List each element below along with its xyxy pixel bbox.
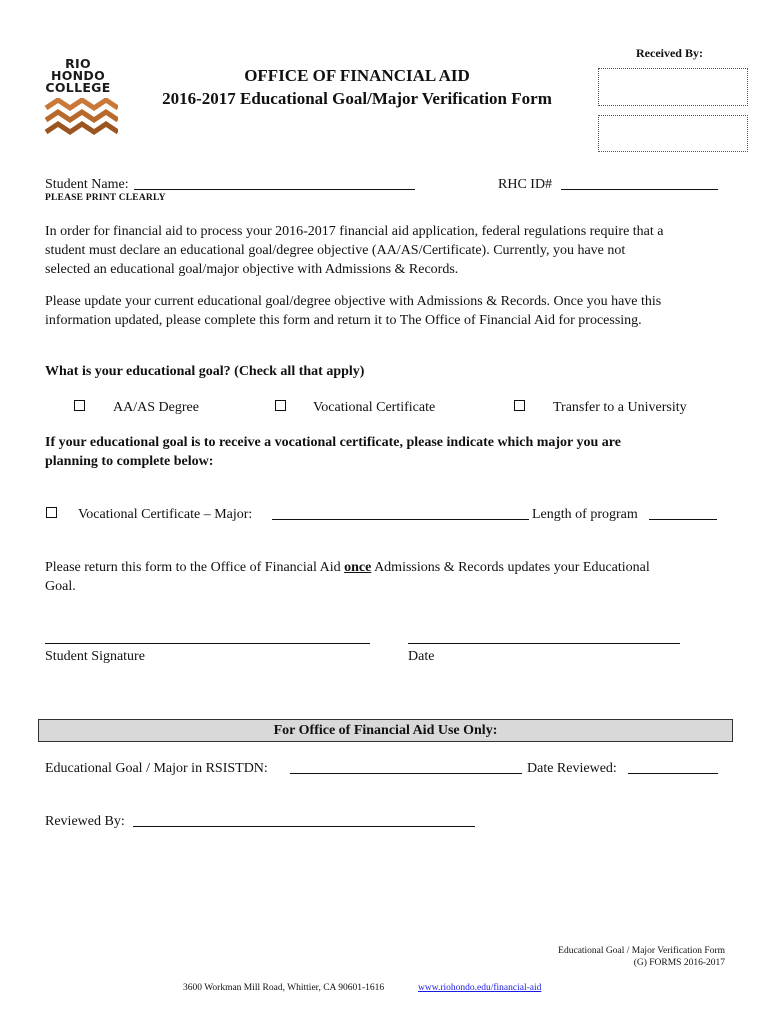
student-name-field[interactable] (134, 189, 415, 190)
paragraph-1-line-1: In order for financial aid to process your 2016-2017 financial aid application, federal regulations require that a (45, 224, 664, 239)
return-note (45, 558, 650, 596)
date-reviewed-label: Date Reviewed: (527, 761, 617, 776)
return-note-line-2: Goal. (45, 579, 76, 594)
return-note-emphasis: once (344, 560, 372, 575)
reviewed-by-field[interactable] (133, 826, 475, 827)
vocational-certificate-checkbox[interactable] (275, 400, 286, 411)
form-subtitle: 2016-2017 Educational Goal/Major Verification Form (162, 89, 552, 108)
vocational-instruction-line-2: planning to complete below: (45, 454, 214, 469)
rsistdn-goal-label: Educational Goal / Major in RSISTDN: (45, 761, 268, 776)
return-note-after: Admissions & Records updates your Educational (371, 560, 650, 575)
rhc-id-label: RHC ID# (498, 177, 553, 192)
received-by-box-2[interactable] (598, 115, 748, 152)
aa-as-degree-checkbox[interactable] (74, 400, 85, 411)
office-use-heading: For Office of Financial Aid Use Only: (38, 719, 733, 742)
paragraph-2-line-2: information updated, please complete this form and return it to The Office of Financial Aid for processing. (45, 313, 642, 328)
program-length-field[interactable] (649, 519, 717, 520)
vocational-major-label: Vocational Certificate – Major: (78, 507, 253, 522)
instruction-paragraph-2 (45, 292, 661, 330)
student-signature-field[interactable] (45, 643, 370, 644)
paragraph-2-line-1: Please update your current educational goal/degree objective with Admissions & Records. Once you have this (45, 294, 662, 309)
logo-line-1: RIO (65, 56, 91, 71)
footer-address: 3600 Workman Mill Road, Whittier, CA 90601-1616 (183, 983, 385, 993)
return-note-line-1 (45, 558, 650, 577)
form-title: OFFICE OF FINANCIAL AID (244, 66, 470, 85)
vocational-major-checkbox[interactable] (46, 507, 57, 518)
print-clearly-note: PLEASE PRINT CLEARLY (45, 193, 166, 203)
signature-date-field[interactable] (408, 643, 680, 644)
transfer-university-checkbox[interactable] (514, 400, 525, 411)
aa-as-degree-label: AA/AS Degree (113, 400, 199, 415)
return-note-before: Please return this form to the Office of Financial Aid (45, 560, 345, 575)
program-length-label: Length of program (532, 507, 638, 522)
paragraph-1-line-2: student must declare an educational goal/degree objective (AA/AS/Certificate). Currently, you have not (45, 243, 626, 258)
rhc-id-field[interactable] (561, 189, 718, 190)
footer-form-code: (G) FORMS 2016-2017 (633, 958, 725, 968)
vocational-instruction (45, 433, 621, 471)
student-signature-label: Student Signature (45, 649, 145, 664)
vocational-instruction-line-1: If your educational goal is to receive a vocational certificate, please indicate which major you are (45, 435, 621, 450)
student-name-label: Student Name: (45, 177, 129, 192)
signature-date-label: Date (408, 649, 435, 664)
logo-line-3: COLLEGE (45, 80, 111, 95)
footer-website-link[interactable]: www.riohondo.edu/financial-aid (418, 983, 542, 993)
vocational-major-field[interactable] (272, 519, 529, 520)
received-by-label: Received By: (636, 46, 703, 60)
instruction-paragraph-1 (45, 222, 664, 279)
logo-line-2: HONDO (50, 68, 106, 83)
transfer-university-label: Transfer to a University (553, 400, 687, 415)
rsistdn-goal-field[interactable] (290, 773, 522, 774)
date-reviewed-field[interactable] (628, 773, 718, 774)
reviewed-by-label: Reviewed By: (45, 814, 125, 829)
goal-question: What is your educational goal? (Check all that apply) (45, 364, 365, 379)
footer-form-name: Educational Goal / Major Verification Form (558, 946, 725, 956)
paragraph-1-line-3: selected an educational goal/major objective with Admissions & Records. (45, 262, 459, 277)
vocational-certificate-label: Vocational Certificate (313, 400, 436, 415)
